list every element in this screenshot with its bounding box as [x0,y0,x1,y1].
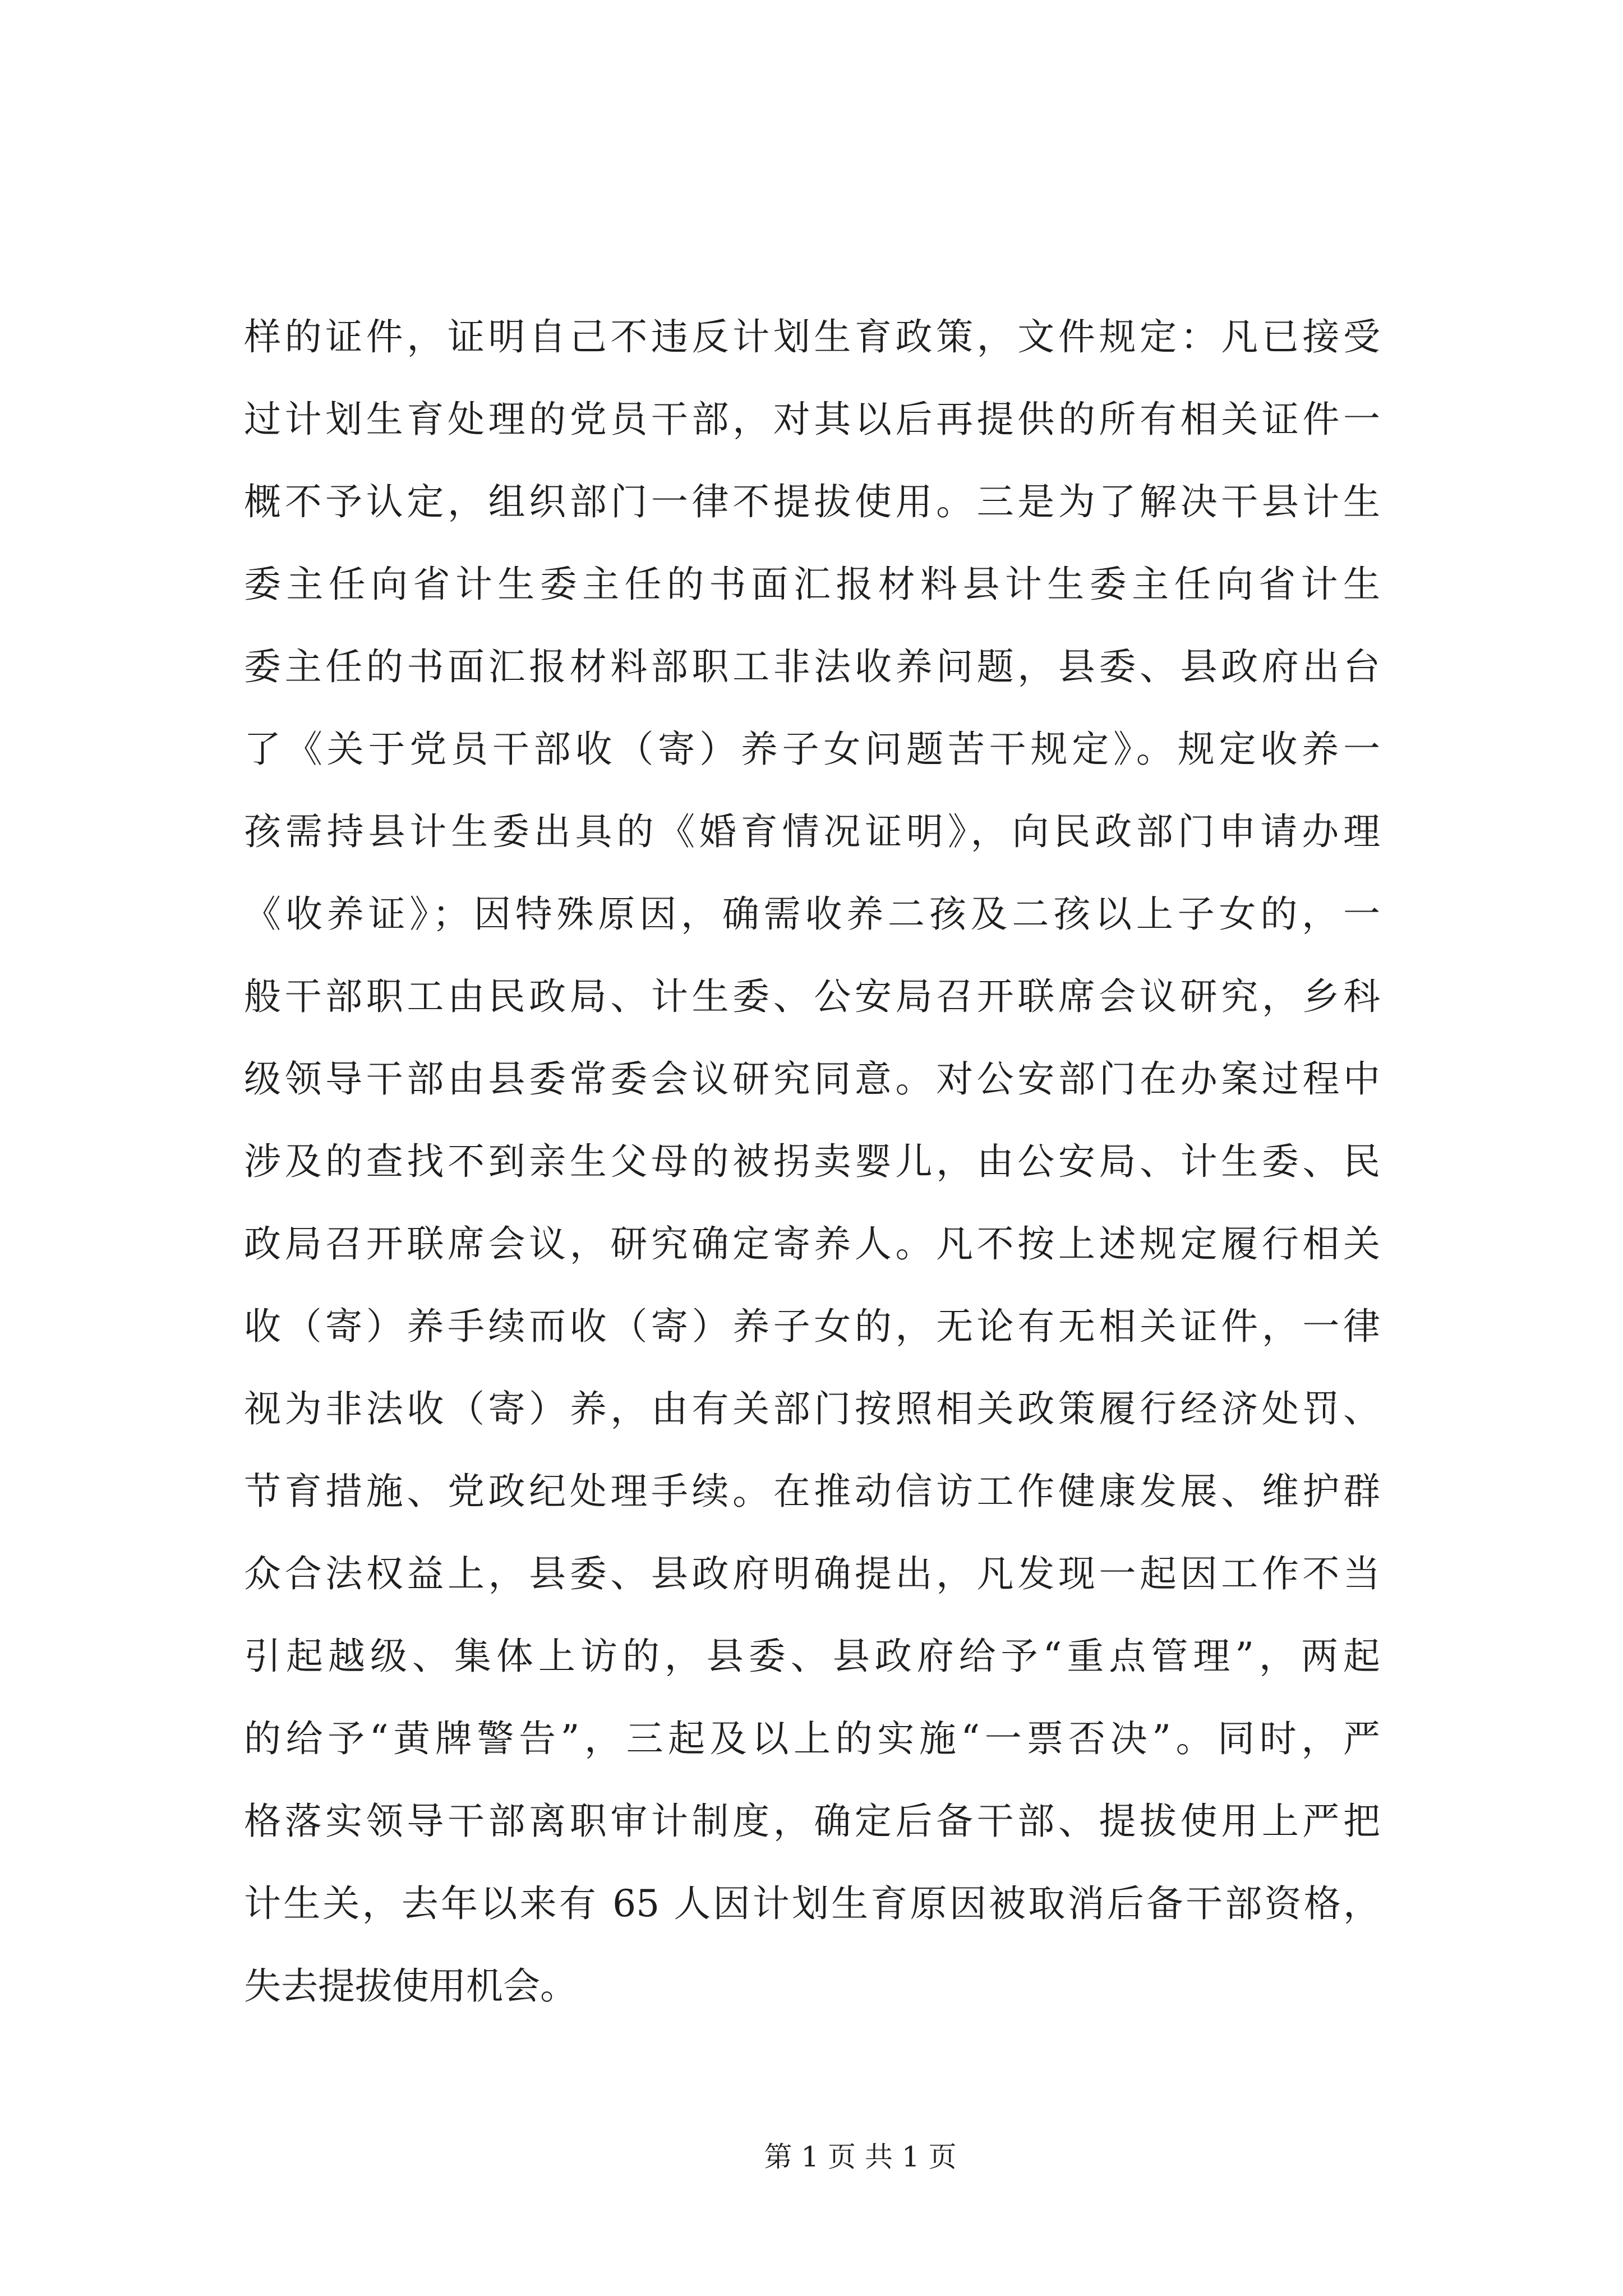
text-line: 孩需持县计生委出具的《婚育情况证明》，向民政部门申请办理 [244,810,1380,853]
body-paragraph [244,296,1380,2027]
text-line: 般干部职工由民政局、计生委、公安局召开联席会议研究，乡科 [244,975,1380,1018]
text-line: 样的证件，证明自己不违反计划生育政策，文件规定：凡已接受 [244,315,1380,358]
text-line: 涉及的查找不到亲生父母的被拐卖婴儿，由公安局、计生委、民 [244,1140,1380,1183]
text-line: 众合法权益上，县委、县政府明确提出，凡发现一起因工作不当 [244,1552,1380,1595]
text-line-last: 失去提拔使用机会。 [244,1964,577,2008]
page-footer: 第 1 页 共 1 页 [764,2141,957,2173]
text-line: 级领导干部由县委常委会议研究同意。对公安部门在办案过程中 [244,1057,1380,1101]
text-line: 计生关，去年以来有 65 人因计划生育原因被取消后备干部资格， [244,1882,1380,1925]
text-line: 引起越级、集体上访的，县委、县政府给予“重点管理”，两起 [244,1635,1380,1678]
text-line: 委主任向省计生委主任的书面汇报材料县计生委主任向省计生 [244,563,1380,606]
text-line: 了《关于党员干部收（寄）养子女问题苦干规定》。规定收养一 [244,728,1380,771]
text-line: 格落实领导干部离职审计制度，确定后备干部、提拔使用上严把 [244,1800,1380,1843]
text-line: 委主任的书面汇报材料部职工非法收养问题，县委、县政府出台 [244,645,1380,688]
text-line: 政局召开联席会议，研究确定寄养人。凡不按上述规定履行相关 [244,1222,1380,1266]
text-line: 概不予认定，组织部门一律不提拔使用。三是为了解决干县计生 [244,480,1380,523]
text-line: 节育措施、党政纪处理手续。在推动信访工作健康发展、维护群 [244,1470,1380,1513]
text-line: 的给予“黄牌警告”，三起及以上的实施“一票否决”。同时，严 [244,1717,1380,1760]
text-line: 《收养证》；因特殊原因，确需收养二孩及二孩以上子女的，一 [244,892,1380,936]
text-line: 过计划生育处理的党员干部，对其以后再提供的所有相关证件一 [244,398,1380,441]
text-line: 收（寄）养手续而收（寄）养子女的，无论有无相关证件，一律 [244,1305,1380,1348]
text-line: 视为非法收（寄）养，由有关部门按照相关政策履行经济处罚、 [244,1387,1380,1430]
